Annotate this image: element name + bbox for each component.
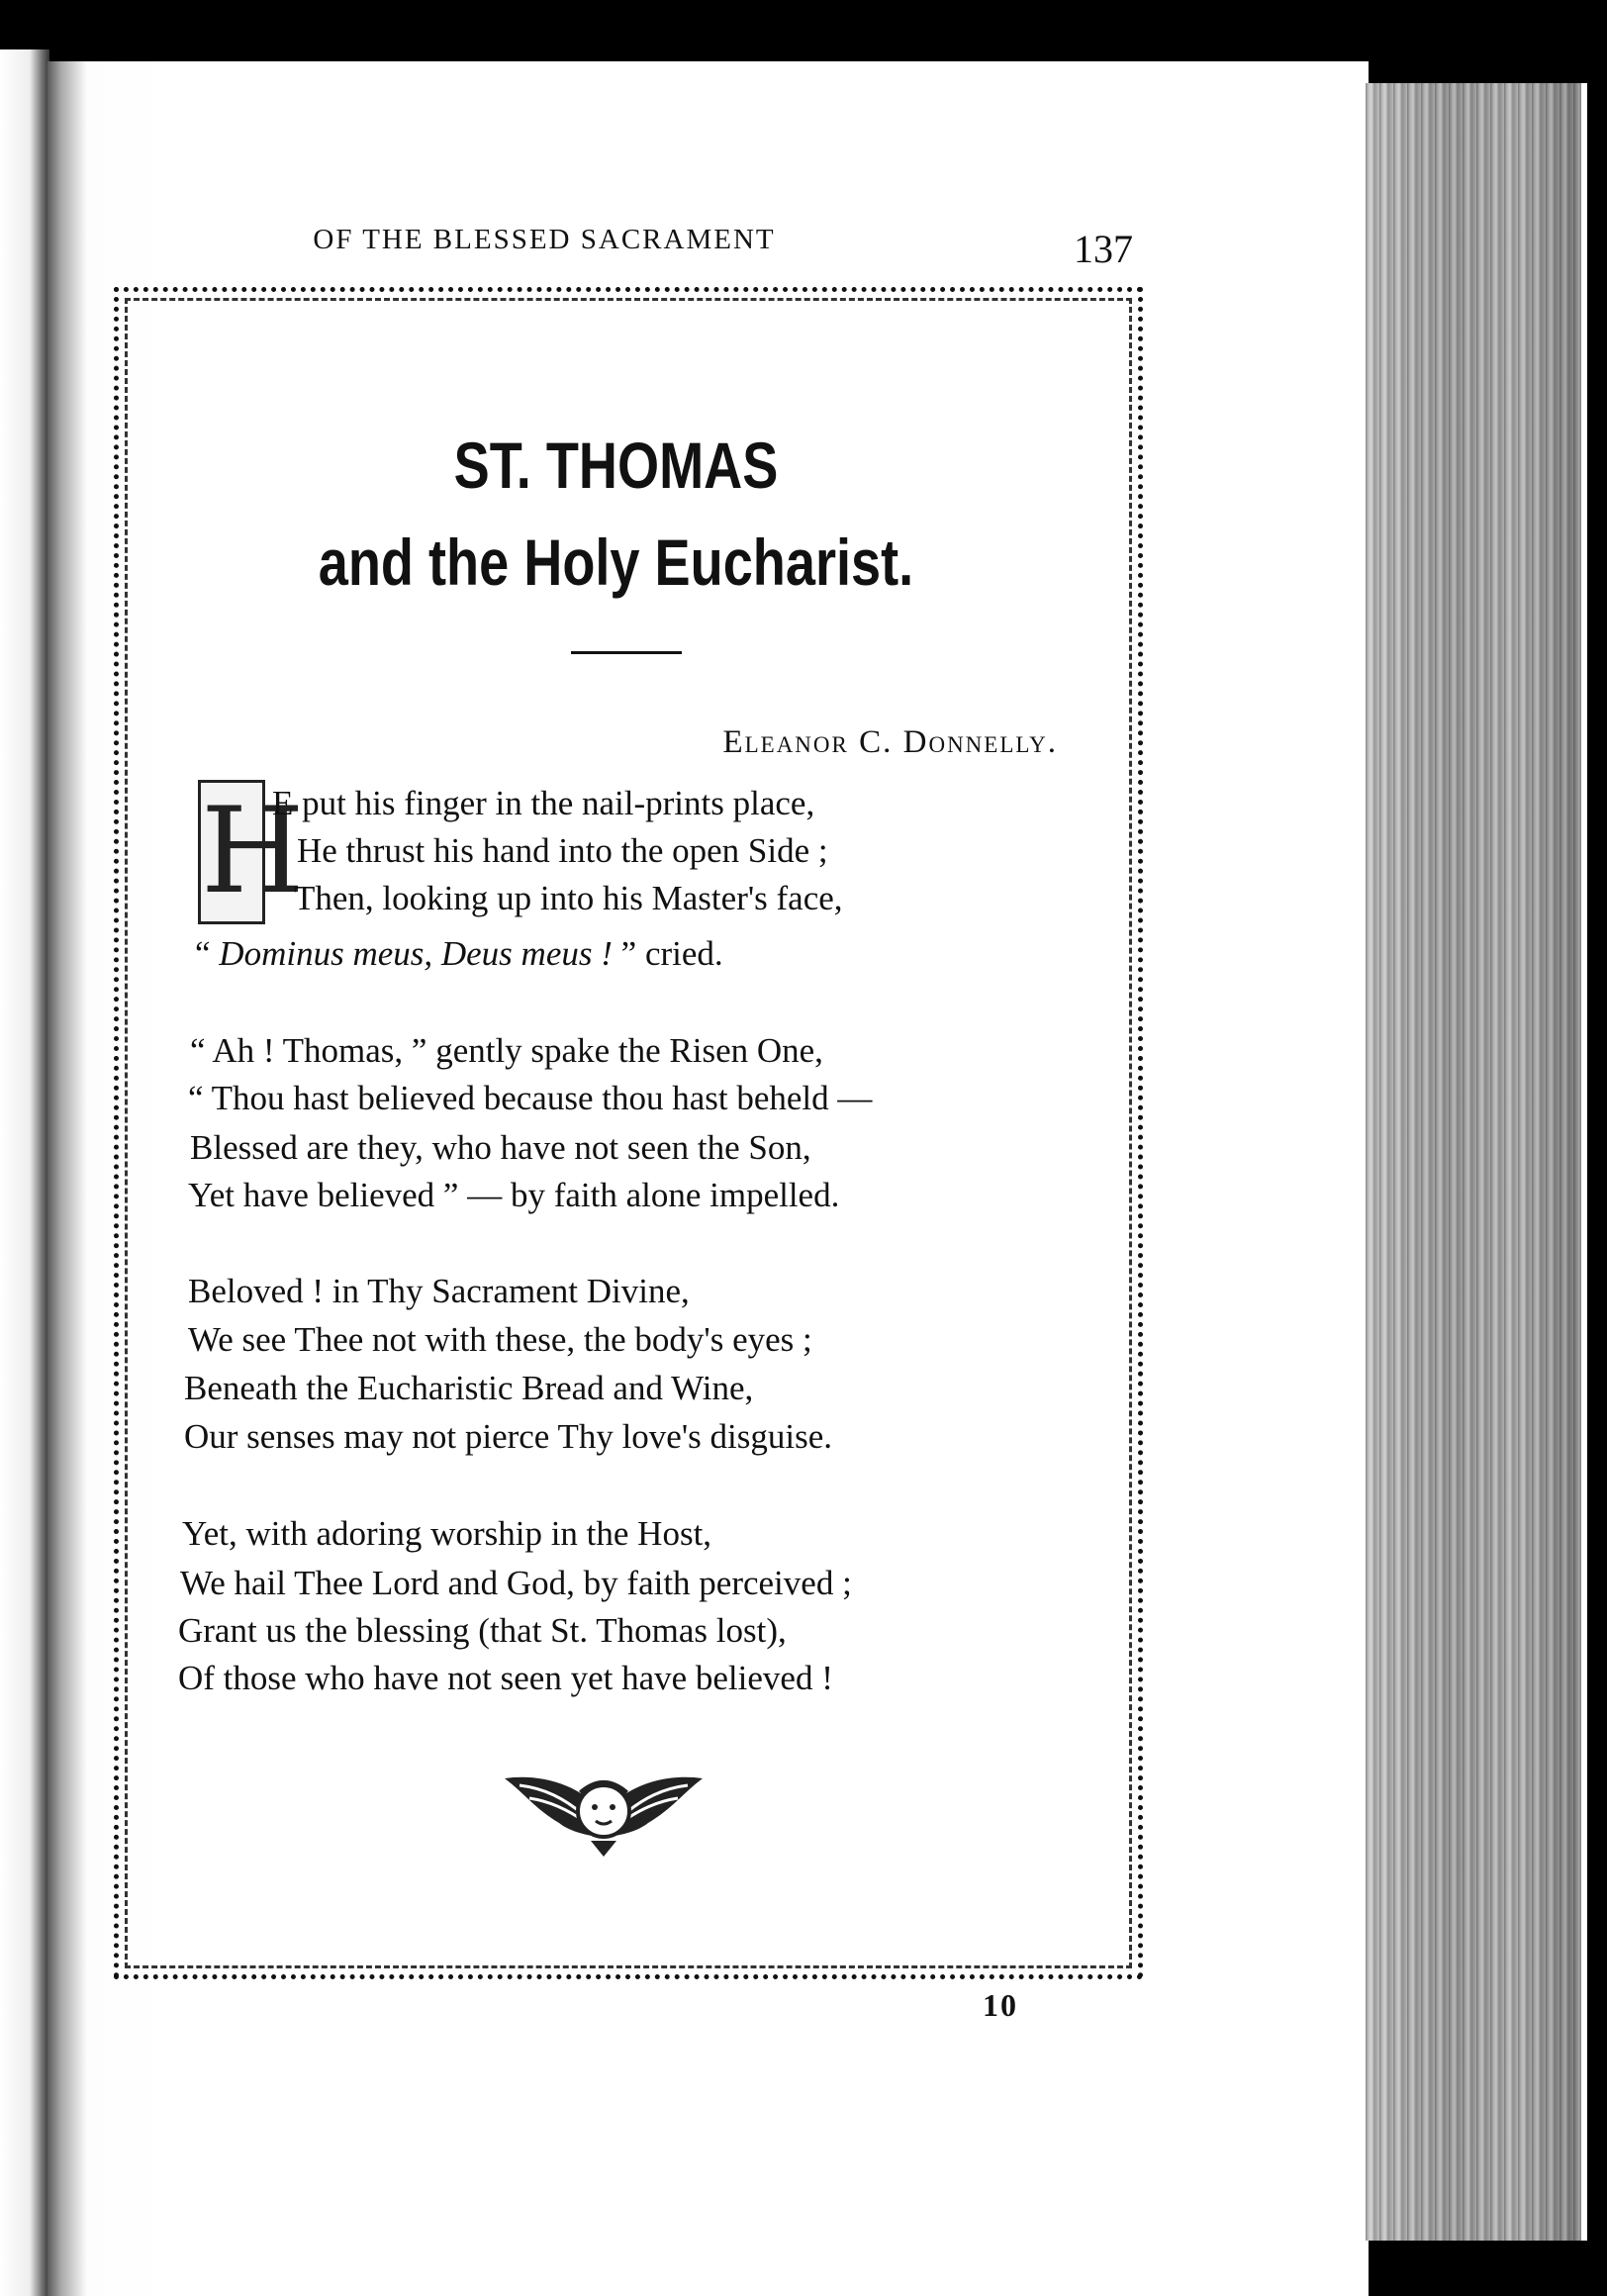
poem-title-line-1: ST. THOMAS [453, 429, 779, 502]
poem-line: We hail Thee Lord and God, by faith perceived ; [180, 1564, 852, 1602]
poem-line-prefix: “ [195, 934, 220, 973]
poem-line [195, 934, 723, 974]
poem-line-suffix: ” cried. [612, 934, 723, 973]
latin-exclamation: Dominus meus, Deus meus ! [219, 934, 613, 973]
poem-line: Grant us the blessing (that St. Thomas lost), [178, 1611, 787, 1650]
poem-line: “ Thou hast believed because thou hast beheld — [188, 1079, 873, 1117]
facing-page-edge [0, 49, 49, 2296]
dropcap-initial [198, 780, 305, 924]
poem-title-line-2: and the Holy Eucharist. [318, 526, 914, 599]
title-rule [571, 651, 682, 654]
dropcap-letter: H [201, 783, 305, 920]
poem-line: We see Thee not with these, the body's eyes ; [188, 1320, 812, 1359]
poem-line: Our senses may not pierce Thy love's disguise. [184, 1417, 832, 1456]
winged-cherub-icon [500, 1754, 708, 1872]
poem-line: He thrust his hand into the open Side ; [297, 831, 828, 870]
poem-line: Beneath the Eucharistic Bread and Wine, [184, 1369, 754, 1407]
signature-mark: 10 [983, 1987, 1018, 2023]
page-block-edges [1366, 83, 1587, 2241]
poem-line: Yet, with adoring worship in the Host, [182, 1514, 712, 1553]
poem-line: E put his finger in the nail-prints place, [272, 784, 815, 822]
poem-line: Blessed are they, who have not seen the Son, [190, 1128, 811, 1167]
poem-line: Beloved ! in Thy Sacrament Divine, [188, 1272, 690, 1310]
running-head: OF THE BLESSED SACRAMENT [313, 224, 776, 255]
poem-line: “ Ah ! Thomas, ” gently spake the Risen One, [190, 1031, 823, 1070]
poem-line: Yet have believed ” — by faith alone impelled. [188, 1176, 840, 1214]
poem-line: Of those who have not seen yet have believed ! [178, 1659, 833, 1697]
page-number: 137 [1074, 227, 1133, 271]
author-name: Eleanor C. Donnelly. [722, 724, 1058, 760]
poem-line: Then, looking up into his Master's face, [294, 879, 843, 917]
